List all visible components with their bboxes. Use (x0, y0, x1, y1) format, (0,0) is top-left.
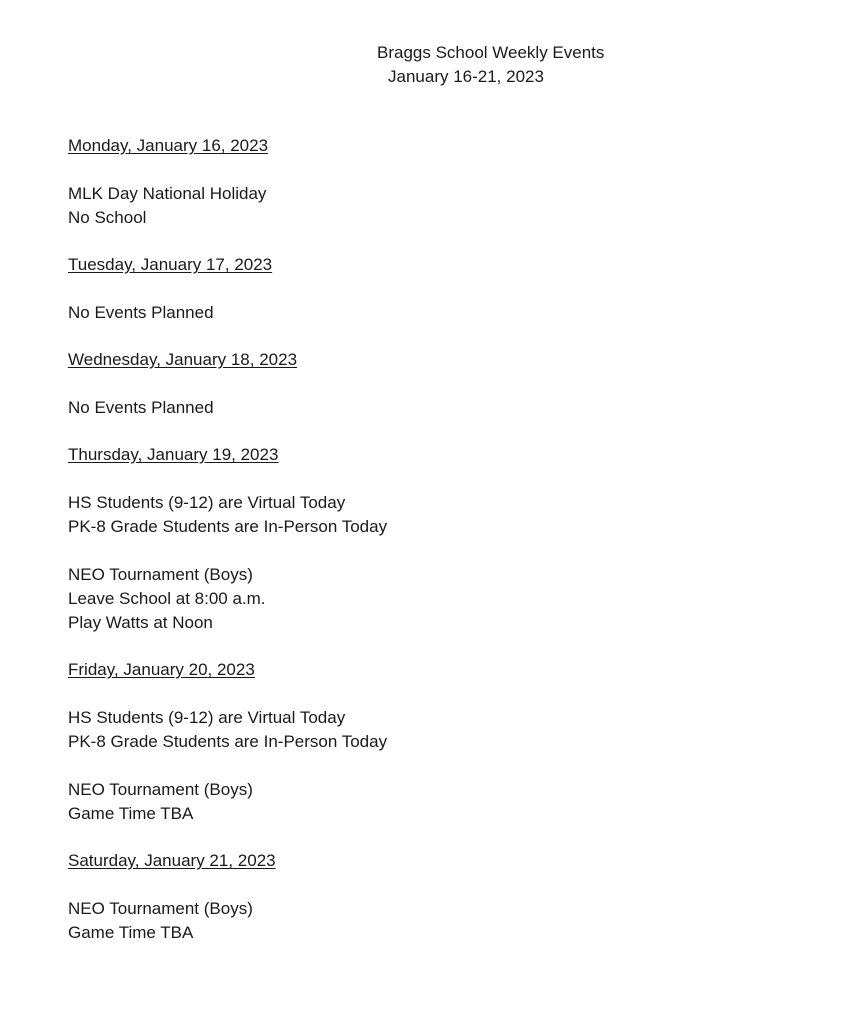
event-line: HS Students (9-12) are Virtual Today (68, 493, 346, 512)
event-line: No Events Planned (68, 398, 214, 417)
event-line: Leave School at 8:00 a.m. (68, 589, 266, 608)
event-group (68, 706, 828, 754)
day-section (68, 849, 828, 945)
event-line: PK-8 Grade Students are In-Person Today (68, 517, 388, 536)
event-group (68, 491, 828, 539)
event-line: NEO Tournament (Boys) (68, 780, 253, 799)
day-heading: Friday, January 20, 2023 (68, 660, 255, 679)
event-group (68, 563, 828, 635)
event-line: HS Students (9-12) are Virtual Today (68, 708, 346, 727)
event-line: PK-8 Grade Students are In-Person Today (68, 732, 388, 751)
day-section (68, 443, 828, 658)
event-line: NEO Tournament (Boys) (68, 899, 253, 918)
events-list (68, 134, 828, 945)
document-date-range: January 16-21, 2023 (388, 67, 544, 86)
event-group (68, 301, 828, 325)
day-heading: Thursday, January 19, 2023 (68, 445, 279, 464)
day-heading: Tuesday, January 17, 2023 (68, 255, 273, 274)
day-section (68, 253, 828, 348)
day-heading: Wednesday, January 18, 2023 (68, 350, 298, 369)
event-line: MLK Day National Holiday (68, 184, 267, 203)
event-line: Play Watts at Noon (68, 613, 213, 632)
event-line: No Events Planned (68, 303, 214, 322)
event-group (68, 182, 828, 230)
day-section (68, 658, 828, 849)
day-heading: Saturday, January 21, 2023 (68, 851, 276, 870)
event-line: NEO Tournament (Boys) (68, 565, 253, 584)
event-line: Game Time TBA (68, 923, 194, 942)
day-section (68, 134, 828, 253)
event-line: No School (68, 208, 147, 227)
day-heading: Monday, January 16, 2023 (68, 136, 269, 155)
event-line: Game Time TBA (68, 804, 194, 823)
event-group (68, 778, 828, 826)
day-section (68, 348, 828, 443)
event-group (68, 897, 828, 945)
document-title: Braggs School Weekly Events (377, 43, 605, 62)
event-group (68, 396, 828, 420)
